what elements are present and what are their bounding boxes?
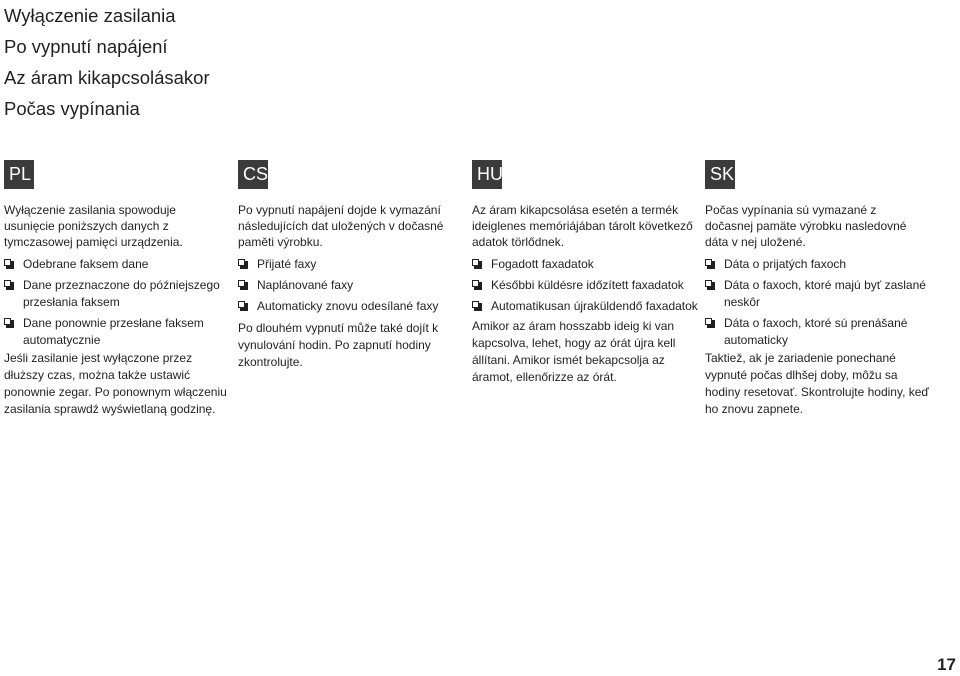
list-item (4, 277, 232, 311)
checkbox-bullet-icon (472, 280, 482, 290)
intro-text-sk: Počas vypínania sú vymazané z dočasnej pamäte výrobku nasledovné dáta v nej uložené. (705, 203, 907, 249)
checkbox-bullet-icon (705, 280, 715, 290)
language-badge-hu: HU (472, 160, 502, 189)
title-sk: Počas vypínania (4, 98, 140, 119)
intro-text-pl: Wyłączenie zasilania spowoduje usunięcie poniższych danych z tymczasowej pamięci urządzenia. (4, 203, 183, 249)
list-item-label: Automaticky znovu odesílané faxy (257, 299, 439, 313)
item-list-hu (472, 256, 700, 319)
checkbox-bullet-icon (705, 318, 715, 328)
note-text-cs: Po dlouhém vypnutí může také dojít k vynulování hodin. Po zapnutí hodiny zkontrolujte. (238, 321, 439, 369)
list-item (238, 298, 466, 315)
list-item (4, 256, 232, 273)
note-text-sk: Taktiež, ak je zariadenie ponechané vypnuté počas dlhšej doby, môžu sa hodiny resetovať. Skontrolujte hodiny, keď ho znovu zapnete. (705, 351, 929, 416)
checkbox-bullet-icon (238, 259, 248, 269)
list-item-label: Dáta o prijatých faxoch (724, 257, 847, 271)
list-item (705, 256, 933, 273)
checkbox-bullet-icon (4, 280, 14, 290)
language-badge-sk: SK (705, 160, 735, 189)
list-item-label: Dane przeznaczone do późniejszego przesłania faksem (23, 278, 220, 309)
list-item (238, 277, 466, 294)
checkbox-bullet-icon (472, 301, 482, 311)
intro-text-cs: Po vypnutí napájení dojde k vymazání následujících dat uložených v dočasné paměti výrobku. (238, 203, 444, 249)
checkbox-bullet-icon (238, 280, 248, 290)
checkbox-bullet-icon (472, 259, 482, 269)
list-item-label: Naplánované faxy (257, 278, 354, 292)
list-item-label: Későbbi küldésre időzített faxadatok (491, 278, 684, 292)
language-badge-cs: CS (238, 160, 268, 189)
item-list-sk (705, 256, 933, 353)
checkbox-bullet-icon (705, 259, 715, 269)
item-list-cs (238, 256, 466, 319)
checkbox-bullet-icon (4, 259, 14, 269)
item-list-pl (4, 256, 232, 353)
checkbox-bullet-icon (4, 318, 14, 328)
note-text-hu: Amikor az áram hosszabb ideig ki van kapcsolva, lehet, hogy az órát újra kell állítani. Amikor ismét bekapcsolja az áramot, ellenőrizze az órát. (472, 319, 676, 384)
intro-text-hu: Az áram kikapcsolása esetén a termék ideiglenes memóriájában tárolt következő adatok törlődnek. (472, 203, 693, 249)
page-number: 17 (937, 655, 956, 674)
list-item-label: Automatikusan újraküldendő faxadatok (491, 299, 698, 313)
list-item (705, 315, 933, 349)
list-item-label: Fogadott faxadatok (491, 257, 594, 271)
list-item (4, 315, 232, 349)
note-text-pl: Jeśli zasilanie jest wyłączone przez dłuższy czas, można także ustawić ponownie zegar. Po ponownym włączeniu zasilania sprawdź wyświetlaną godzinę. (4, 351, 227, 416)
list-item-label: Dáta o faxoch, ktoré majú byť zaslané neskôr (724, 278, 926, 309)
page-titles (4, 0, 210, 124)
list-item-label: Přijaté faxy (257, 257, 317, 271)
title-pl: Wyłączenie zasilania (4, 5, 176, 26)
title-cs: Po vypnutí napájení (4, 36, 168, 57)
list-item (472, 277, 700, 294)
list-item (705, 277, 933, 311)
title-hu: Az áram kikapcsolásakor (4, 67, 210, 88)
list-item (472, 298, 700, 315)
list-item-label: Odebrane faksem dane (23, 257, 149, 271)
checkbox-bullet-icon (238, 301, 248, 311)
list-item-label: Dáta o faxoch, ktoré sú prenášané automaticky (724, 316, 908, 347)
list-item (472, 256, 700, 273)
list-item-label: Dane ponownie przesłane faksem automatycznie (23, 316, 204, 347)
language-badge-pl: PL (4, 160, 34, 189)
list-item (238, 256, 466, 273)
